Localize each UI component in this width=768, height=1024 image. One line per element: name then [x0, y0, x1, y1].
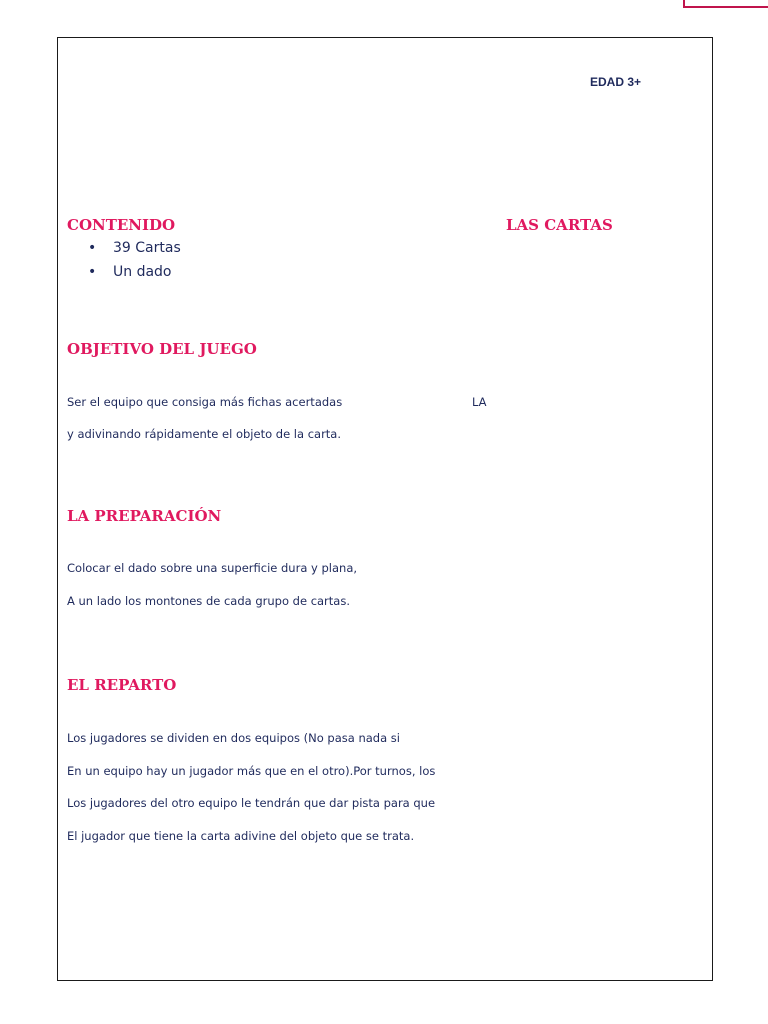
reparto-line: Los jugadores del otro equipo le tendrán que dar pista para que [67, 796, 436, 810]
reparto-heading: EL REPARTO [67, 676, 177, 694]
age-label: EDAD 3+ [590, 75, 642, 89]
corner-decoration [683, 0, 768, 8]
reparto-line: En un equipo hay un jugador más que en el otro).Por turnos, los [67, 764, 436, 778]
objetivo-line: Ser el equipo que consiga más fichas acertadas [67, 395, 343, 409]
list-item-label: 39 Cartas [113, 240, 181, 256]
preparacion-line: Colocar el dado sobre una superficie dura y plana, [67, 561, 358, 575]
objetivo-line: y adivinando rápidamente el objeto de la carta. [67, 427, 342, 441]
list-item [88, 260, 181, 284]
preparacion-heading: LA PREPARACIÓN [67, 507, 222, 525]
document-page [57, 37, 713, 981]
preparacion-line: A un lado los montones de cada grupo de cartas. [67, 594, 350, 608]
contents-list [88, 236, 181, 284]
objetivo-heading: OBJETIVO DEL JUEGO [67, 340, 257, 358]
bullet-icon: • [88, 264, 97, 280]
list-item-label: Un dado [113, 264, 172, 280]
reparto-line: Los jugadores se dividen en dos equipos (No pasa nada si [67, 731, 400, 745]
reparto-line: El jugador que tiene la carta adivine del objeto que se trata. [67, 829, 415, 843]
las-cartas-heading: LAS CARTAS [506, 216, 613, 234]
objetivo-aside: LA [472, 395, 487, 409]
bullet-icon: • [88, 240, 97, 256]
list-item [88, 236, 181, 260]
contenido-heading: CONTENIDO [67, 216, 176, 234]
